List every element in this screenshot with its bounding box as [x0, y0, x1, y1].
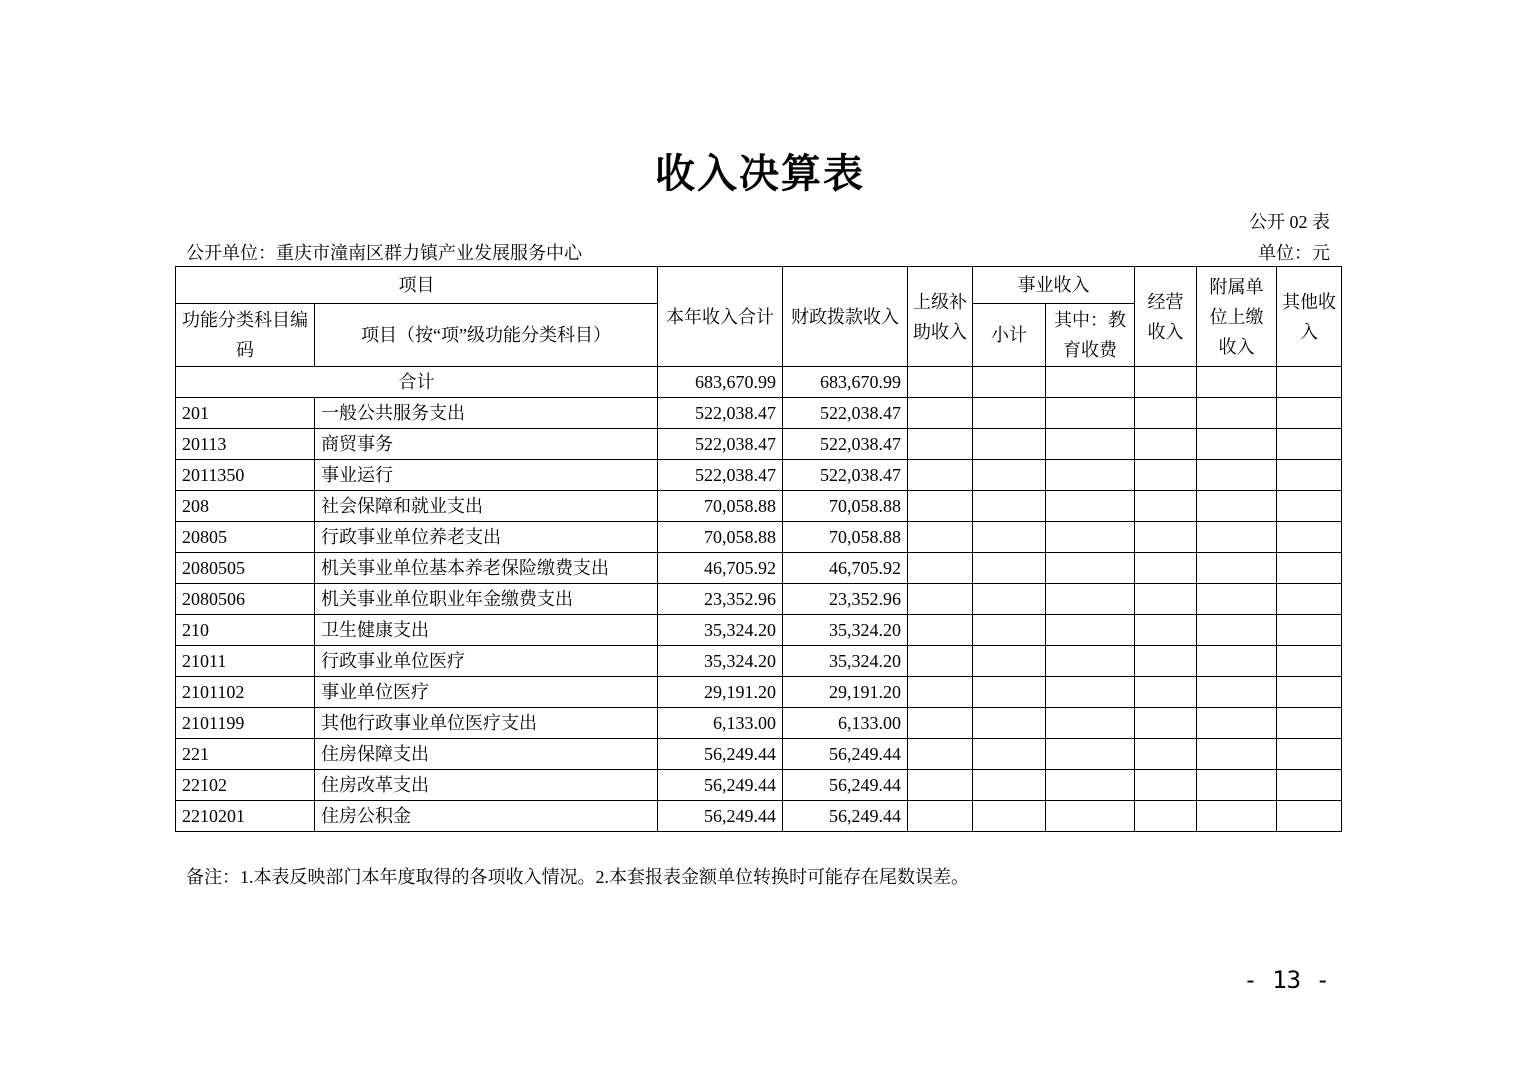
row-total: 46,705.92: [658, 553, 783, 584]
empty-cell: [973, 615, 1046, 646]
row-name: 一般公共服务支出: [315, 398, 658, 429]
row-name: 住房公积金: [315, 801, 658, 832]
empty-cell: [973, 491, 1046, 522]
empty-cell: [1135, 615, 1197, 646]
empty-cell: [1197, 646, 1277, 677]
empty-cell: [1277, 460, 1342, 491]
empty-cell: [1197, 801, 1277, 832]
empty-cell: [1277, 708, 1342, 739]
row-code: 20113: [176, 429, 315, 460]
row-code: 20805: [176, 522, 315, 553]
row-fiscal: 56,249.44: [783, 770, 908, 801]
row-name: 其他行政事业单位医疗支出: [315, 708, 658, 739]
empty-cell: [1197, 429, 1277, 460]
empty-cell: [973, 770, 1046, 801]
empty-cell: [1197, 770, 1277, 801]
row-code: 2080505: [176, 553, 315, 584]
row-fiscal: 6,133.00: [783, 708, 908, 739]
row-name: 住房改革支出: [315, 770, 658, 801]
row-name: 卫生健康支出: [315, 615, 658, 646]
empty-cell: [973, 646, 1046, 677]
empty-cell: [1046, 615, 1135, 646]
empty-cell: [973, 739, 1046, 770]
empty-cell: [1046, 460, 1135, 491]
row-name: 机关事业单位职业年金缴费支出: [315, 584, 658, 615]
row-code: 2080506: [176, 584, 315, 615]
row-code: 2101102: [176, 677, 315, 708]
empty-cell: [908, 708, 973, 739]
row-code: 22102: [176, 770, 315, 801]
table-row: [176, 739, 1342, 770]
header-operating: 经营收入: [1135, 267, 1197, 367]
row-total: 56,249.44: [658, 739, 783, 770]
row-code: 201: [176, 398, 315, 429]
empty-cell: [973, 801, 1046, 832]
empty-cell: [973, 553, 1046, 584]
row-total: 23,352.96: [658, 584, 783, 615]
empty-cell: [1277, 553, 1342, 584]
empty-cell: [973, 522, 1046, 553]
row-name: 社会保障和就业支出: [315, 491, 658, 522]
total-fiscal: 683,670.99: [783, 367, 908, 398]
empty-cell: [908, 522, 973, 553]
table-row: [176, 708, 1342, 739]
row-fiscal: 23,352.96: [783, 584, 908, 615]
header-subtotal: 小计: [973, 304, 1046, 367]
row-fiscal: 35,324.20: [783, 615, 908, 646]
total-label: 合计: [176, 367, 658, 398]
empty-cell: [1277, 522, 1342, 553]
empty-cell: [908, 398, 973, 429]
empty-cell: [1135, 429, 1197, 460]
empty-cell: [908, 491, 973, 522]
table-row: [176, 646, 1342, 677]
table-row: [176, 491, 1342, 522]
row-name: 事业单位医疗: [315, 677, 658, 708]
empty-cell: [1135, 770, 1197, 801]
empty-cell: [1277, 677, 1342, 708]
table-row: [176, 429, 1342, 460]
total-income: 683,670.99: [658, 367, 783, 398]
empty-cell: [1135, 801, 1197, 832]
row-code: 208: [176, 491, 315, 522]
empty-cell: [1046, 522, 1135, 553]
row-total: 35,324.20: [658, 646, 783, 677]
header-fiscal: 财政拨款收入: [783, 267, 908, 367]
empty-cell: [1197, 398, 1277, 429]
empty-cell: [1135, 646, 1197, 677]
row-fiscal: 56,249.44: [783, 739, 908, 770]
total-row: [176, 367, 1342, 398]
empty-cell: [1197, 677, 1277, 708]
empty-cell: [908, 677, 973, 708]
row-total: 522,038.47: [658, 398, 783, 429]
row-fiscal: 522,038.47: [783, 460, 908, 491]
empty-cell: [908, 801, 973, 832]
empty-cell: [1197, 739, 1277, 770]
row-code: 221: [176, 739, 315, 770]
empty-cell: [1046, 739, 1135, 770]
empty-cell: [1277, 491, 1342, 522]
table-row: [176, 398, 1342, 429]
row-total: 56,249.44: [658, 770, 783, 801]
page-title: 收入决算表: [655, 151, 865, 197]
row-name: 商贸事务: [315, 429, 658, 460]
empty-cell: [908, 646, 973, 677]
empty-cell: [1135, 522, 1197, 553]
empty-cell: [1135, 460, 1197, 491]
row-fiscal: 35,324.20: [783, 646, 908, 677]
table-row: [176, 522, 1342, 553]
empty-cell: [1277, 615, 1342, 646]
empty-cell: [1197, 584, 1277, 615]
row-name: 住房保障支出: [315, 739, 658, 770]
empty-cell: [1135, 491, 1197, 522]
page-number: - 13 -: [1243, 966, 1330, 994]
header-edu: 其中：教育收费: [1046, 304, 1135, 367]
empty-cell: [973, 429, 1046, 460]
empty-cell: [1046, 584, 1135, 615]
empty-cell: [908, 615, 973, 646]
row-code: 2101199: [176, 708, 315, 739]
empty-cell: [1135, 584, 1197, 615]
header-business: 事业收入: [973, 267, 1135, 304]
empty-cell: [1046, 398, 1135, 429]
row-fiscal: 29,191.20: [783, 677, 908, 708]
row-code: 2210201: [176, 801, 315, 832]
table-row: [176, 801, 1342, 832]
empty-cell: [908, 429, 973, 460]
empty-cell: [973, 677, 1046, 708]
row-code: 210: [176, 615, 315, 646]
empty-cell: [973, 708, 1046, 739]
row-fiscal: 56,249.44: [783, 801, 908, 832]
table-row: [176, 584, 1342, 615]
row-name: 行政事业单位医疗: [315, 646, 658, 677]
empty-cell: [1197, 708, 1277, 739]
row-total: 522,038.47: [658, 460, 783, 491]
row-name: 机关事业单位基本养老保险缴费支出: [315, 553, 658, 584]
empty-cell: [908, 739, 973, 770]
empty-cell: [1135, 677, 1197, 708]
reporting-unit: 公开单位：重庆市潼南区群力镇产业发展服务中心: [186, 243, 582, 263]
form-number: 公开 02 表: [1249, 212, 1330, 232]
table-row: [176, 553, 1342, 584]
table-body: [176, 398, 1342, 832]
empty-cell: [1197, 553, 1277, 584]
row-total: 6,133.00: [658, 708, 783, 739]
empty-cell: [1046, 677, 1135, 708]
empty-cell: [1046, 770, 1135, 801]
empty-cell: [908, 553, 973, 584]
empty-cell: [1197, 615, 1277, 646]
table-row: [176, 677, 1342, 708]
row-fiscal: 522,038.47: [783, 429, 908, 460]
row-total: 70,058.88: [658, 491, 783, 522]
row-fiscal: 46,705.92: [783, 553, 908, 584]
empty-cell: [1277, 398, 1342, 429]
empty-cell: [908, 770, 973, 801]
empty-cell: [1046, 429, 1135, 460]
empty-cell: [1046, 553, 1135, 584]
empty-cell: [908, 460, 973, 491]
empty-cell: [1277, 770, 1342, 801]
empty-cell: [1135, 739, 1197, 770]
empty-cell: [1277, 584, 1342, 615]
empty-cell: [1135, 398, 1197, 429]
row-name: 行政事业单位养老支出: [315, 522, 658, 553]
table-row: [176, 460, 1342, 491]
income-table: [175, 266, 1342, 832]
header-total: 本年收入合计: [658, 267, 783, 367]
empty-cell: [973, 460, 1046, 491]
header-project: 项目: [176, 267, 658, 304]
table-row: [176, 615, 1342, 646]
row-fiscal: 522,038.47: [783, 398, 908, 429]
empty-cell: [1277, 646, 1342, 677]
empty-cell: [973, 584, 1046, 615]
row-total: 522,038.47: [658, 429, 783, 460]
empty-cell: [1277, 801, 1342, 832]
row-fiscal: 70,058.88: [783, 522, 908, 553]
header-other: 其他收入: [1277, 267, 1342, 367]
footnote: 备注：1.本表反映部门本年度取得的各项收入情况。2.本套报表金额单位转换时可能存在尾数误差。: [186, 867, 969, 887]
row-code: 2011350: [176, 460, 315, 491]
empty-cell: [1277, 429, 1342, 460]
currency-unit: 单位：元: [1258, 243, 1330, 263]
empty-cell: [1046, 646, 1135, 677]
row-fiscal: 70,058.88: [783, 491, 908, 522]
empty-cell: [1197, 522, 1277, 553]
empty-cell: [1135, 708, 1197, 739]
header-code: 功能分类科目编码: [176, 304, 315, 367]
row-total: 70,058.88: [658, 522, 783, 553]
empty-cell: [1046, 491, 1135, 522]
empty-cell: [1046, 708, 1135, 739]
empty-cell: [1197, 491, 1277, 522]
header-superior: 上级补助收入: [908, 267, 973, 367]
header-row-1: [176, 267, 1342, 304]
empty-cell: [1277, 739, 1342, 770]
header-item: 项目（按“项”级功能分类科目）: [315, 304, 658, 367]
empty-cell: [1046, 801, 1135, 832]
empty-cell: [1197, 460, 1277, 491]
empty-cell: [1135, 553, 1197, 584]
row-total: 35,324.20: [658, 615, 783, 646]
empty-cell: [908, 584, 973, 615]
table-row: [176, 770, 1342, 801]
row-name: 事业运行: [315, 460, 658, 491]
empty-cell: [973, 398, 1046, 429]
header-affiliated: 附属单位上缴收入: [1197, 267, 1277, 367]
row-code: 21011: [176, 646, 315, 677]
row-total: 29,191.20: [658, 677, 783, 708]
row-total: 56,249.44: [658, 801, 783, 832]
